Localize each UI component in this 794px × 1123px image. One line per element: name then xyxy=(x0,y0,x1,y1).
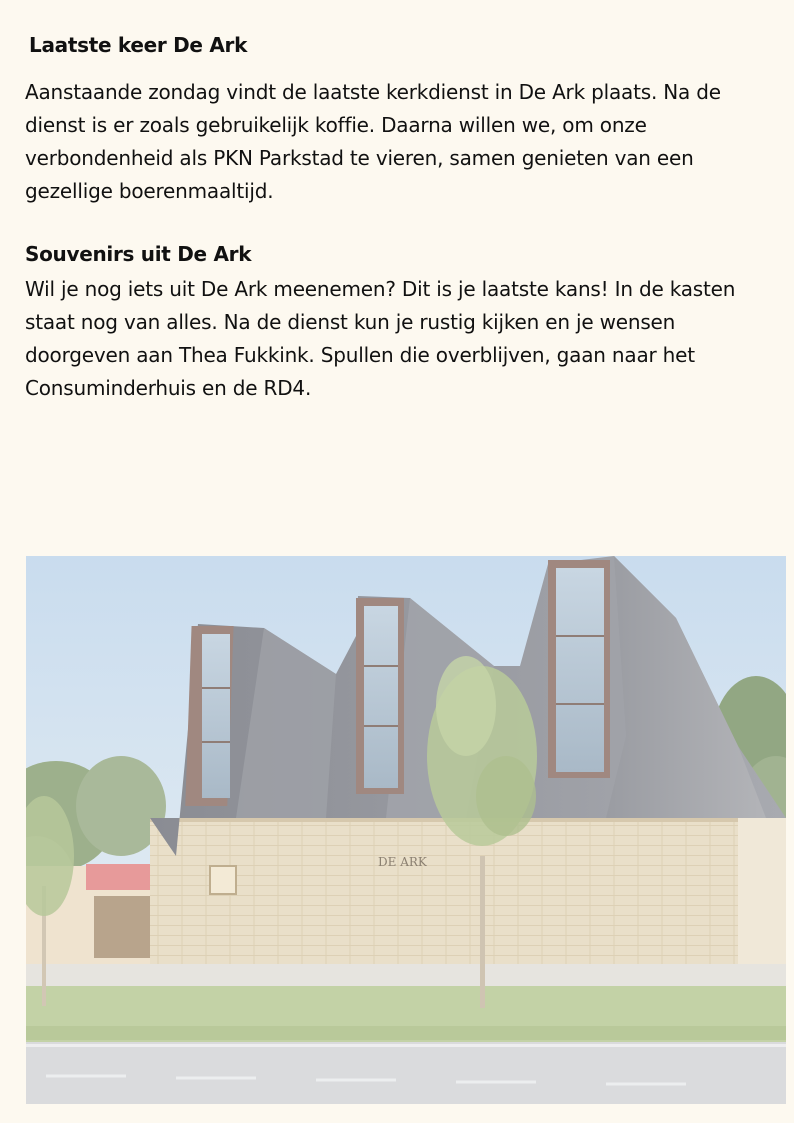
section-paragraph: Wil je nog iets uit De Ark meenemen? Dit is je laatste kans! In de kasten staat nog van alles. Na de dienst kun je rustig kijken en je wensen doorgeven aan Thea Fukkink. Spullen die overblijven, gaan naar het Consuminderhuis en de RD4. xyxy=(25,277,736,400)
building-sign: DE ARK xyxy=(378,855,427,869)
section-heading: Souvenirs uit De Ark xyxy=(25,242,252,266)
article-title: Laatste keer De Ark xyxy=(29,33,248,57)
church-photo xyxy=(26,556,786,1104)
intro-paragraph: Aanstaande zondag vindt de laatste kerkdienst in De Ark plaats. Na de dienst is er zoals gebruikelijk koffie. Daarna willen we, om onze verbondenheid als PKN Parkstad te vieren, samen genieten van een gezellige boerenmaaltijd. xyxy=(25,80,721,203)
